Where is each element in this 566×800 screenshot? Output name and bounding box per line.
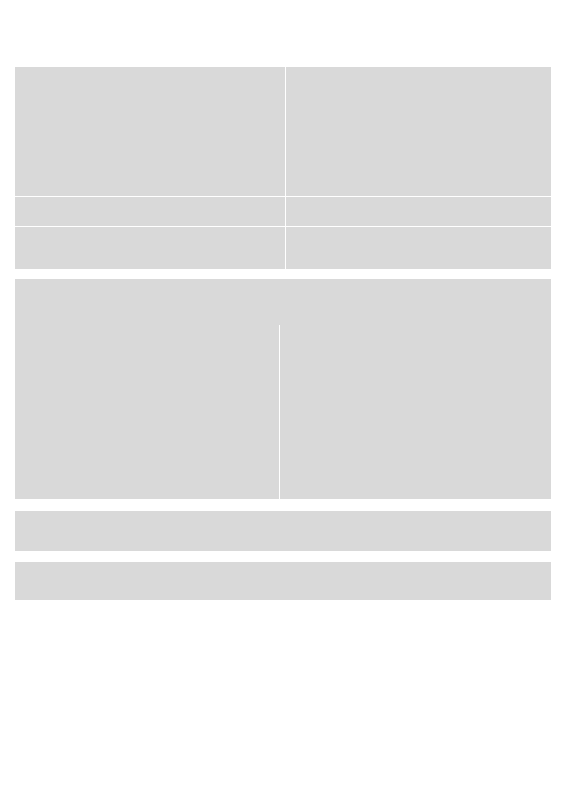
research-block <box>15 562 551 600</box>
objectives-divider <box>285 67 286 269</box>
pedagogy-block <box>15 279 551 499</box>
divider <box>15 196 551 197</box>
bibliography-block <box>15 511 551 551</box>
methods-divider <box>279 325 280 499</box>
objectives-block <box>15 67 551 269</box>
divider <box>15 226 551 227</box>
